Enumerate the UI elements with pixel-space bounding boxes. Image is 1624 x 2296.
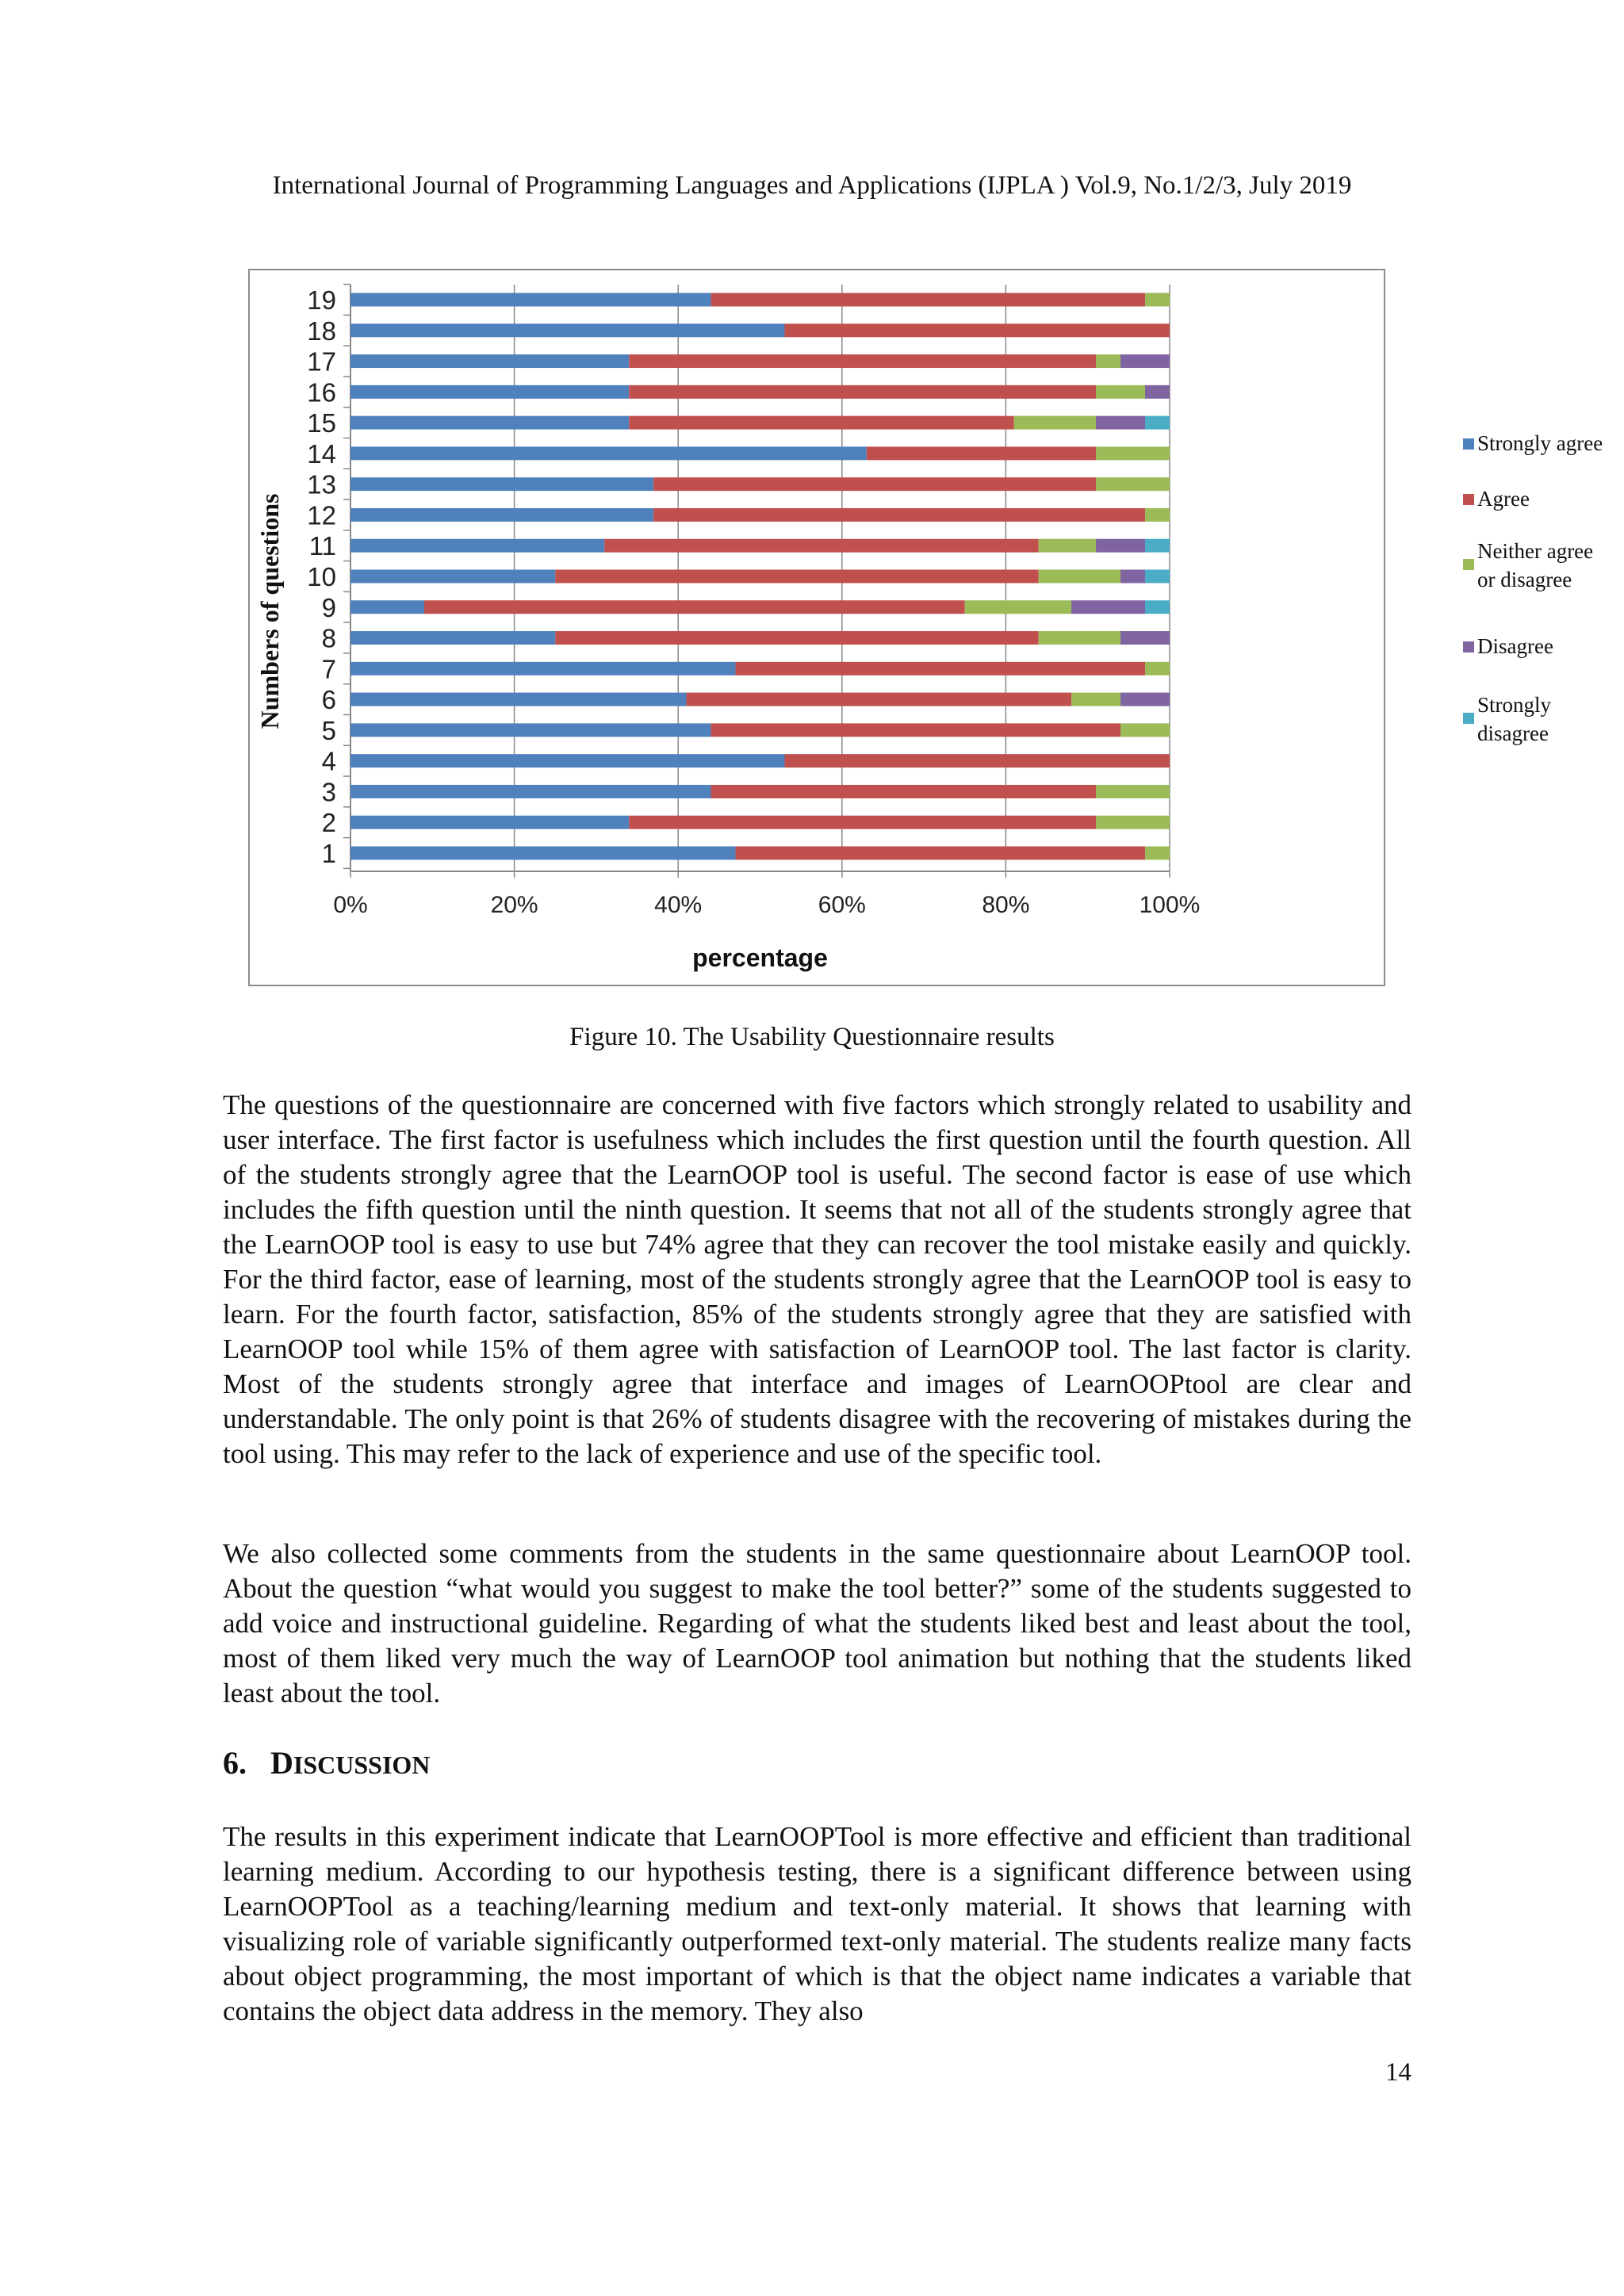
legend-label-line: or disagree bbox=[1477, 568, 1572, 591]
y-tick-label: 12 bbox=[307, 500, 336, 530]
legend-label bbox=[1477, 429, 1603, 457]
legend-label bbox=[1477, 632, 1553, 660]
bar-segment-strongly-agree bbox=[350, 477, 653, 491]
bar-segment-disagree bbox=[1071, 600, 1145, 614]
bar-segment-agree bbox=[736, 662, 1146, 675]
y-tick-label: 11 bbox=[308, 531, 336, 561]
bar-segment-strongly-agree bbox=[350, 723, 711, 737]
bar-segment-strongly-agree bbox=[350, 847, 736, 860]
bar-segment-disagree bbox=[1096, 539, 1145, 553]
journal-header: International Journal of Programming Languages and Applications (IJPLA ) Vol.9, No.1/2/3, July 2019 bbox=[272, 171, 1352, 200]
bar-segment-agree bbox=[653, 477, 1096, 491]
bar-segment-agree bbox=[784, 754, 1170, 767]
bar-segment-agree bbox=[629, 354, 1096, 368]
y-tick-label: 7 bbox=[321, 654, 336, 684]
bar-segment-strongly-agree bbox=[350, 570, 555, 584]
legend-label-line: Agree bbox=[1477, 487, 1530, 511]
bar-segment-agree bbox=[784, 323, 1170, 337]
bar-segment-agree bbox=[424, 600, 965, 614]
bar-segment-strongly-agree bbox=[350, 785, 711, 798]
bar-segment-agree bbox=[629, 816, 1096, 829]
y-tick-label: 8 bbox=[321, 623, 336, 653]
y-tick-label: 1 bbox=[321, 839, 336, 868]
bar-segment-strongly-agree bbox=[350, 354, 629, 368]
bar-segment-neither-agree-or-disagree bbox=[1145, 847, 1170, 860]
bar-segment-neither-agree-or-disagree bbox=[1039, 570, 1120, 584]
bar-segment-strongly-disagree bbox=[1145, 570, 1170, 584]
y-tick-label: 19 bbox=[307, 285, 336, 315]
bar-segment-strongly-agree bbox=[350, 416, 629, 430]
bar-segment-strongly-agree bbox=[350, 816, 629, 829]
bar-segment-agree bbox=[711, 723, 1121, 737]
y-axis-title: Numbers of questions bbox=[255, 493, 284, 729]
bar-segment-agree bbox=[687, 693, 1072, 706]
bar-segment-agree bbox=[711, 293, 1145, 307]
bar-segment-neither-agree-or-disagree bbox=[1096, 446, 1170, 460]
bar-segment-neither-agree-or-disagree bbox=[1096, 385, 1145, 399]
paragraph-2: We also collected some comments from the students in the same questionnaire about LearnOOP tool. About the question “what would you suggest to make the tool better?” some of the students suggested to add voice and instructional guideline. Regarding of what the students liked best and least about the tool, most of them liked very much the way of LearnOOP tool animation but nothing that the students liked least about the tool. bbox=[223, 1538, 1411, 1709]
bar-segment-neither-agree-or-disagree bbox=[1039, 539, 1096, 553]
y-tick-label: 15 bbox=[307, 408, 336, 438]
bar-segment-disagree bbox=[1145, 385, 1170, 399]
bar-segment-neither-agree-or-disagree bbox=[965, 600, 1071, 614]
bar-segment-disagree bbox=[1120, 354, 1170, 368]
section-heading bbox=[223, 1744, 430, 1781]
legend-label bbox=[1477, 484, 1530, 513]
bar-segment-strongly-agree bbox=[350, 508, 653, 522]
x-tick-label: 0% bbox=[333, 892, 368, 918]
paragraph-1: The questions of the questionnaire are concerned with five factors which strongly related to usability and user interface. The first factor is usefulness which includes the first question until the fourth question. All of the students strongly agree that the LearnOOP tool is useful. The second factor is ease of use which includes the fifth question until the ninth question. It seems that not all of the students strongly agree that the LearnOOP tool is easy to use but 74% agree that they can recover the tool mistake easily and quickly. For the third factor, ease of learning, most of the students strongly agree that the LearnOOP tool is easy to learn. For the fourth factor, satisfaction, 85% of the students strongly agree that they are satisfied with LearnOOP tool while 15% of them agree with satisfaction of LearnOOP tool. The last factor is clarity. Most of the students strongly agree that interface and images of LearnOOPtool are clear and understandable. The only point is that 26% of students disagree with the recovering of mistakes during the tool using. This may refer to the lack of experience and use of the specific tool. bbox=[223, 1089, 1411, 1469]
bar-segment-strongly-agree bbox=[350, 631, 555, 645]
bar-segment-neither-agree-or-disagree bbox=[1039, 631, 1120, 645]
bar-segment-agree bbox=[604, 539, 1038, 553]
bar-segment-strongly-agree bbox=[350, 385, 629, 399]
bar-segment-neither-agree-or-disagree bbox=[1145, 293, 1170, 307]
bar-segment-neither-agree-or-disagree bbox=[1120, 723, 1170, 737]
x-tick-label: 60% bbox=[818, 892, 866, 918]
bar-segment-agree bbox=[867, 446, 1096, 460]
y-tick-label: 6 bbox=[321, 685, 336, 715]
section-number: 6. bbox=[223, 1745, 247, 1781]
bar-segment-strongly-agree bbox=[350, 539, 604, 553]
bar-segment-disagree bbox=[1120, 570, 1145, 584]
bar-segment-strongly-agree bbox=[350, 293, 711, 307]
y-tick-label: 14 bbox=[307, 438, 336, 469]
paragraph-3: The results in this experiment indicate that LearnOOPTool is more effective and efficient than traditional learning medium. According to our hypothesis testing, there is a significant difference between using LearnOOPTool as a teaching/learning medium and text-only material. It shows that learning with visualizing role of variable significantly outperformed text-only material. The students realize many facts about object programming, the most important of which is that the object name indicates a variable that contains the object data address in the memory. They also bbox=[223, 1821, 1411, 2026]
y-tick-label: 3 bbox=[321, 777, 336, 807]
bar-segment-agree bbox=[629, 385, 1096, 399]
y-tick-label: 16 bbox=[307, 377, 336, 408]
usability-chart bbox=[248, 269, 1603, 986]
legend-label bbox=[1477, 691, 1551, 748]
bar-segment-strongly-agree bbox=[350, 446, 867, 460]
legend-label-line: Neither agree bbox=[1477, 539, 1594, 563]
y-tick-label: 13 bbox=[307, 469, 336, 499]
legend-label bbox=[1477, 537, 1593, 594]
bar-segment-strongly-agree bbox=[350, 754, 784, 767]
legend-swatch-icon bbox=[1463, 713, 1474, 724]
bar-segment-disagree bbox=[1120, 631, 1170, 645]
section-title-rest: ISCUSSION bbox=[293, 1751, 431, 1779]
section-title-initial: D bbox=[270, 1745, 293, 1781]
y-tick-label: 9 bbox=[321, 592, 336, 622]
y-tick-label: 17 bbox=[307, 346, 336, 377]
legend-swatch-icon bbox=[1463, 641, 1474, 652]
chart-svg bbox=[250, 270, 1384, 985]
bar-segment-strongly-disagree bbox=[1145, 416, 1170, 430]
x-axis-title: percentage bbox=[692, 943, 828, 972]
bar-segment-neither-agree-or-disagree bbox=[1096, 354, 1120, 368]
legend-label-line: disagree bbox=[1477, 721, 1549, 745]
legend-swatch-icon bbox=[1463, 494, 1474, 505]
bar-segment-neither-agree-or-disagree bbox=[1145, 508, 1170, 522]
figure-caption: Figure 10. The Usability Questionnaire results bbox=[569, 1023, 1055, 1051]
y-tick-label: 5 bbox=[321, 715, 336, 745]
bar-segment-neither-agree-or-disagree bbox=[1145, 662, 1170, 675]
bar-segment-strongly-agree bbox=[350, 693, 687, 706]
bar-segment-strongly-agree bbox=[350, 662, 736, 675]
bar-segment-neither-agree-or-disagree bbox=[1096, 816, 1170, 829]
x-tick-label: 20% bbox=[490, 892, 538, 918]
bar-segment-disagree bbox=[1096, 416, 1145, 430]
legend-label-line: Strongly bbox=[1477, 693, 1552, 717]
bar-segment-agree bbox=[653, 508, 1145, 522]
bar-segment-neither-agree-or-disagree bbox=[1014, 416, 1096, 430]
y-tick-label: 2 bbox=[321, 808, 336, 838]
bar-segment-agree bbox=[629, 416, 1014, 430]
bar-segment-strongly-disagree bbox=[1145, 600, 1170, 614]
legend-label-line: Strongly agree bbox=[1477, 431, 1603, 455]
bar-segment-disagree bbox=[1120, 693, 1170, 706]
x-tick-label: 40% bbox=[654, 892, 703, 918]
legend-swatch-icon bbox=[1463, 559, 1474, 570]
bar-segment-agree bbox=[555, 631, 1038, 645]
bar-segment-agree bbox=[736, 847, 1146, 860]
bar-segment-neither-agree-or-disagree bbox=[1096, 477, 1170, 491]
bar-segment-strongly-agree bbox=[350, 600, 424, 614]
bar-segment-neither-agree-or-disagree bbox=[1096, 785, 1170, 798]
legend-label-line: Disagree bbox=[1477, 634, 1553, 658]
page-number: 14 bbox=[1385, 2058, 1411, 2087]
bar-segment-agree bbox=[555, 570, 1038, 584]
bar-segment-strongly-disagree bbox=[1145, 539, 1170, 553]
x-tick-label: 100% bbox=[1139, 892, 1201, 918]
bar-segment-agree bbox=[711, 785, 1097, 798]
y-tick-label: 4 bbox=[321, 746, 336, 776]
bar-segment-strongly-agree bbox=[350, 323, 784, 337]
y-tick-label: 10 bbox=[307, 562, 336, 591]
y-tick-label: 18 bbox=[307, 316, 336, 346]
x-tick-label: 80% bbox=[982, 892, 1030, 918]
bar-segment-neither-agree-or-disagree bbox=[1071, 693, 1120, 706]
legend-swatch-icon bbox=[1463, 438, 1474, 450]
